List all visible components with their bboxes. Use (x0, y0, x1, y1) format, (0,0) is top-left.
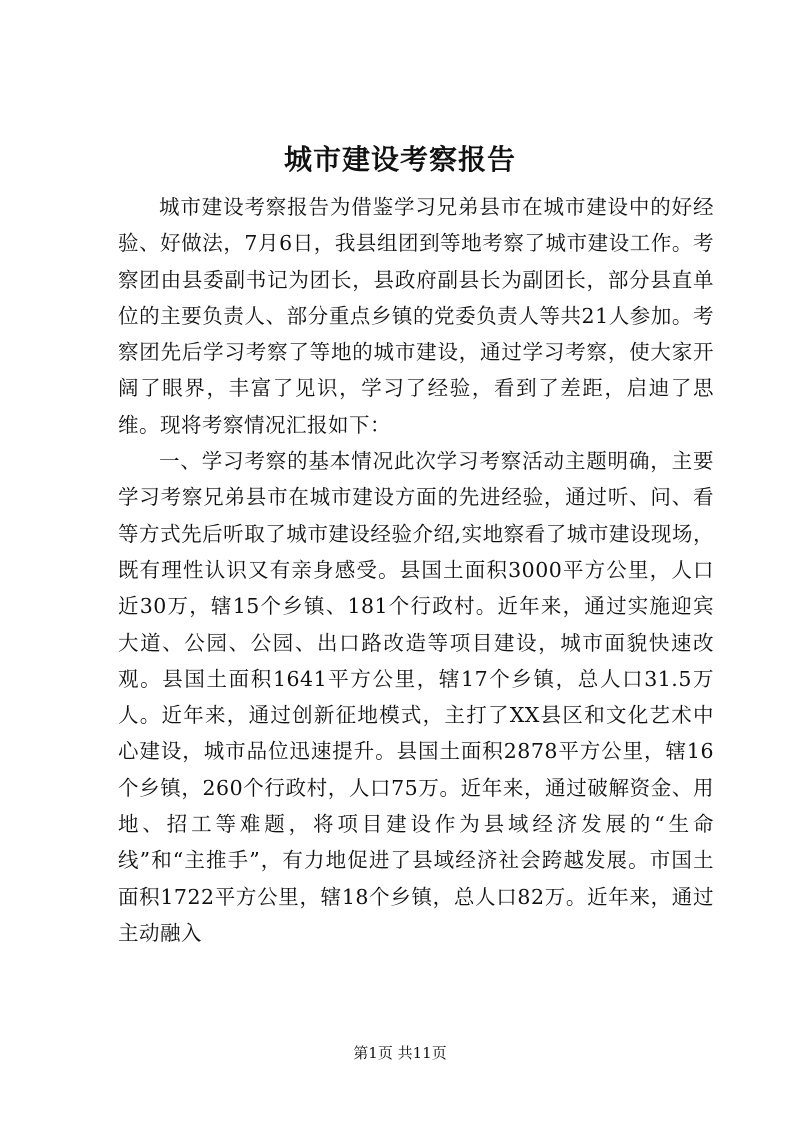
paragraph-intro: 城市建设考察报告为借鉴学习兄弟县市在城市建设中的好经验、好做法，7月6日，我县组团到等地考察了城市建设工作。考察团由县委副书记为团长，县政府副县长为副团长，部分县直单位的主要负责人、部分重点乡镇的党委负责人等共21人参加。考察团先后学习考察了等地的城市建设，通过学习考察，使大家开阔了眼界，丰富了见识，学习了经验，看到了差距，启迪了思维。现将考察情况汇报如下： (118, 195, 714, 437)
page-footer (0, 1043, 800, 1063)
page-title: 城市建设考察报告 (283, 143, 516, 176)
document-body (118, 189, 714, 951)
page-number-indicator: 第1页 共11页 (353, 1044, 447, 1062)
paragraph-section-1: 一、学习考察的基本情况此次学习考察活动主题明确，主要学习考察兄弟县市在城市建设方面的先进经验，通过听、问、看等方式先后听取了城市建设经验介绍,实地察看了城市建设现场，既有理性认识又有亲身感受。县国土面积3000平方公里，人口近30万，辖15个乡镇、181个行政村。近年来，通过实施迎宾大道、公园、公园、出口路改造等项目建设，城市面貌快速改观。县国土面积1641平方公里，辖17个乡镇，总人口31.5万人。近年来，通过创新征地模式，主打了XX县区和文化艺术中心建设，城市品位迅速提升。县国土面积2878平方公里，辖16个乡镇，260个行政村，人口75万。近年来，通过破解资金、用地、招工等难题，将项目建设作为县域经济发展的“生命线”和“主推手”，有力地促进了县域经济社会跨越发展。市国土面积1722平方公里，辖18个乡镇，总人口82万。近年来，通过主动融入 (118, 449, 714, 945)
